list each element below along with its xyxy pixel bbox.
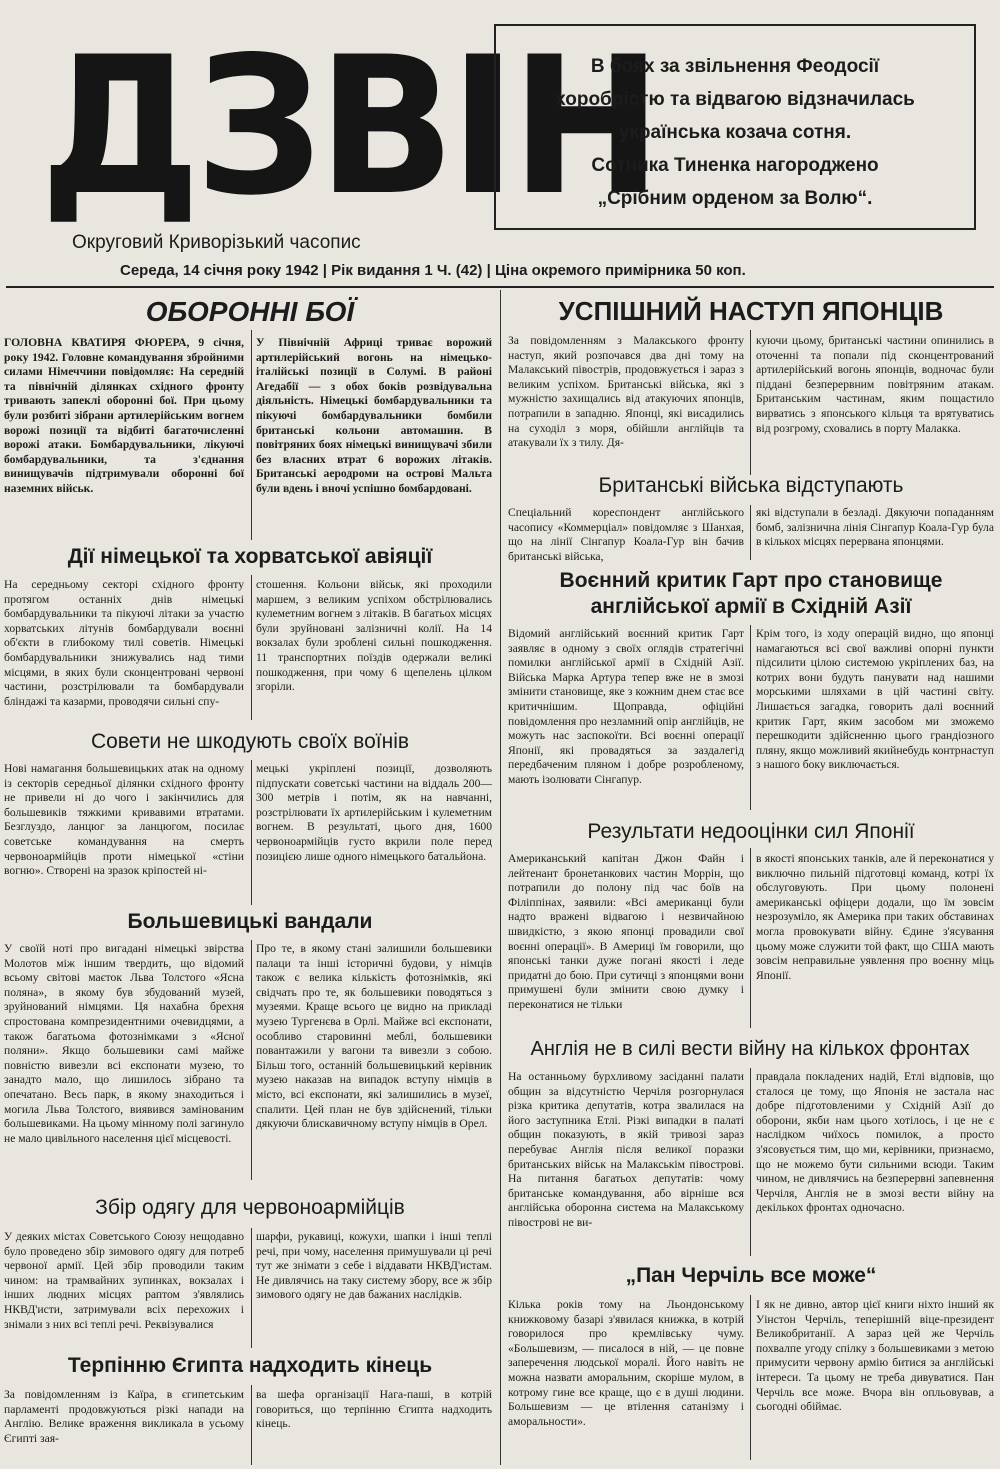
article-text: стошення. Кольони військ, які проходили маршем, з великим успіхом обстрілювались кулеметним вогнем з літаків. В багатьох місцях були зруйновані залізничні колії. На 14 вокзалах були зроблені сильні пошкодження. 11 транспортних поїздів одержали великі пошкодження, при чому 6 щепелень цілком згоріли. (256, 578, 492, 694)
column-divider (251, 1228, 252, 1348)
masthead-rule (6, 286, 994, 288)
article-text: І як не дивно, автор цієї книги ніхто інший як Уінстон Черчіль, теперішній віце-президент Великобританії. А зараз цей же Черчіль похвалпе угоду спілку з большевиками з метою примусити червону армію битися за англійські інтереси. Та цьому не треба дивуватися. Пан Черчіль все може. Вчора він опльовував, а сьогодні обіймає. (756, 1298, 994, 1414)
column-divider (251, 760, 252, 905)
article-text: За повідомленням із Каїра, в єгипетським парламенті продовжуються різкі напади на Англію. Велике враження викликала в усьому Єгипті зая- (4, 1388, 244, 1445)
column-divider (251, 1385, 252, 1465)
article-title: Англія не в силі вести війну на кількох фронтах (530, 1038, 970, 1060)
article-text: У своїй ноті про вигадані німецькі звірства Молотов між іншим твердить, що відомий всьому світові маєток Льва Толстого «Ясна поляна», в якому був збудований музей, зруйнований німцями. Ця нахабна брехня спростована компрезидентними очевидцями, а також багатьома фотознімками з «Ясної поляни». Якщо большевики самі майже повністю вивезли всі експонати музею, то занадто мало, що лишилось зібрано та опечатано. Весь парк, в якому знаходиться і могила Льва Толстого, виявився замінованим большевиками. На цьому мінному полі загинуло не мало цивільного населення цієї місцевості. (4, 942, 244, 1145)
article-title: Британські війська відступають (598, 474, 904, 497)
article-text: У деяких містах Советського Союзу нещодавно було проведено збір зимового одягу для потреб червоної армії. Цей збір проводили таким чином: на трамвайних зупинках, вокзалах і інших людних місцях раптом з'являлись НКВД'исти, затримували всіх перехожих і знімали з них всі теплі речі. Реквізувалися (4, 1230, 244, 1331)
article-text: За повідомленням з Малакського фронту наступ, який розпочався два дні тому на Малакський півострів, продовжується і зараз з великим успіхом. Британські війська, які з мужністю захищались від атакуючих японців, потрапили в западню. Японці, які висадились на суходіл з моря, обійшли англійців та атакували їх з тилу. Дя- (508, 334, 744, 450)
headline-line: хоробрістю та відвагою відзначилась (555, 89, 915, 110)
article-text: Американський капітан Джон Файн і лейтенант бронетанкових частин Моррін, що потрапили до полону під час боїв на Філіппінах, заявили: «Всі американці були надто вражені відвагою і незвичайною швидкістю, з якою японці провадили свої воєнні операції». В Америці їм говорили, що японські танки дуже погані якості і леде придатні до бою. При сутичці з японцями вони примушені були змінити свою думку і переконатися не тільки (508, 852, 744, 1011)
column-divider (750, 1068, 751, 1256)
article-title: Большевицькі вандали (127, 910, 373, 933)
article-title: Збір одягу для червоноармійців (95, 1196, 405, 1219)
article-text: На середньому секторі східного фронту протягом останніх днів німецькі бомбардувальники та пікуючі літаки за участю хорватських літунів бомбардували воєнні об'єкти в глибокому тилі советів. Німецькі бомбардувальники знижувались над тими місцями, в яких були сконцентровані червоні частини, розстрілювали та бомбардували бліндажі та казарми, проводячи сильні спу- (4, 578, 244, 708)
newspaper-subtitle: Округовий Криворізький часопис (72, 232, 361, 253)
article-text: ва шефа організації Нага-паші, в котрій говориться, що терпінню Єгипта надходить кінець. (256, 1388, 492, 1431)
column-divider (251, 575, 252, 720)
article-text: Спеціальний кореспондент англійського часопису «Коммерціал» повідомляє з Шанхая, що на лінії Сінгапур Коала-Гур він бачив британські війська, (508, 506, 744, 562)
article-title: Результати недооцінки сил Японії (587, 820, 915, 843)
article-title: ОБОРОННІ БОЇ (145, 296, 355, 327)
column-divider (750, 625, 751, 810)
article-title: „Пан Черчіль все може“ (625, 1264, 877, 1287)
article-text: Нові намагання большевицьких атак на одному із секторів середньої ділянки східного фронту не привели ні до чого і закінчились для большевиків тяжкими кривавими втратами. Безглуздо, ланцюг за ланцюгом, посилає советське командування на смерть червоноармійців проти німецької «стіни вогню». Створені на зразок кріпостей ні- (4, 762, 244, 878)
article-text: ГОЛОВНА КВАТИРЯ ФЮРЕРА, 9 січня, року 1942. Головне командування збройними силами Німеччини повідомляє: На середній та північній ділянках східного фронту тривають запеклі оборонні бої. При цьому були розбиті зібрани артилерійським вогнем ворожі позиції та відбиті багаточисленні ворожі атаки. Бомбардувальники, лікуючі бомбардувальники, та з'єднання винищувачів підтримували оборонні бої наземних військ. (4, 336, 244, 495)
front-headline-box (494, 24, 976, 230)
article-title: Терпінню Єгипта надходить кінець (67, 1354, 433, 1377)
article-text: куючи цьому, британські частини опинились в оточенні та попали під сконцентрований артилерійський вогонь японців, водночас були піддані безперервним повітряним атакам. Британським частинам, яким пощастило вирватись з японського кільця та врятуватись від розгрому, сховались в порту Малакка. (756, 334, 994, 435)
column-divider (750, 1295, 751, 1460)
article-text: які відступали в безладі. Дякуючи попаданням бомб, залізнична лінія Сінгапур Коала-Гур була в кількох місцях перервана японцями. (756, 506, 994, 549)
article-title: Дії німецької та хорватської авіяції (67, 545, 433, 568)
column-divider (251, 330, 252, 540)
headline-line: В боях за звільнення Феодосії (590, 56, 880, 77)
column-divider (500, 290, 501, 1465)
article-text: Кілька років тому на Льондонському книжковому базарі з'явилася книжка, в котрій говорилося про кремлівську чуму. «Большевизм, — писалося в ній, — це повне заперечення людської моралі. Його навіть не можна назвати аморальним, скоріше мулом, в котрому гине все краще, що є в душі людини. Большевизм — це втілення сатанізму і аморальности». (508, 1298, 744, 1428)
column-divider (750, 330, 751, 475)
column-divider (750, 848, 751, 1028)
article-text: Відомий англійський воєнний критик Гарт заявляє в одному з своїх оглядів стратегічні помилки англійської армії в Східній Азії. Війська Марка Артура тепер вже не в змозі змінити становище, яке з кожним днем стає все критичнішим. Щоправда, офіційні повідомлення про незламний опір англійців, не можуть нас заспокоїти. Всі воєнні операції Японії, які провадяться за заздалегід передбаченим пляном і добре розробленому, мають ізолювати Сінгапур. (508, 627, 744, 786)
article-text: Про те, в якому стані залишили большевики палаци та інші історичні будови, у німців також є велика кількість фотознімків, які свідчать про те, як большевики поводяться з музеями. Краще всього це видно на прикладі музею Тургенєва в Орлі. Майже всі експонати, особливо старовинні меблі, большевики повантажили у вагони та вивезли з собою. Більш того, останній большевицький керівник музею наказав на випадок вступу німців в місто, всі експонати, які залишились в музеї, спалити. Цей план не був здійснений, тільки дякуючи блискавичному вступу німців в Орел. (256, 942, 492, 1131)
article-text: У Північній Африці триває ворожий артилерійський вогонь на німецько-італійські позиції в Солумі. В районі Агедабії — з обох боків розвідувальна діяльність. Німецькі бомбардувальники та пікуючі бомбардувальники бомбили британські кольони автомашин. В повітряних боях німецькі винищувачі збили без власних втрат 6 ворожих літаків. Британські аеродроми на острові Мальта були вдень і вночі успішно бомбардовані. (256, 336, 492, 495)
article-text: в якості японських танків, але й переконатися у виключно пильній підготовці команд, котрі їх обслуговують. При цьому полонені американські офіцери додали, що їм зовсім незрозуміло, як Америка при таких обставинах могла провокувати війну. Єдине з'ясування цьому може служити той факт, що США мають зовсім неправильне уявлення про воєнну міць Японії. (756, 852, 994, 982)
headline-line: Сотника Тиненка нагороджено (591, 155, 879, 176)
article-title: УСПІШНИЙ НАСТУП ЯПОНЦІВ (558, 296, 944, 326)
column-divider (750, 505, 751, 560)
article-text: правдала покладених надій, Етлі відповів, що сталося це тому, що Японія не застала нас добре підготовленими у Східній Азії до оборони, якби нам цього хотілось, і це не є наслідком чиїхось помилок, а просто з'ясовується тим, що ми, керівники, признаємо, що не можемо бути сильними всюди. Таким чином, не дивлячись на безперервні запевнення Черчіля, Англія не в змозі вести війну на декількох фронтах одночасно. (756, 1070, 994, 1215)
article-text: Крім того, із ходу операцій видно, що японці намагаються всі свої важливі опорні пункти підсилити цілою системою укріплених баз, на котрих вони будуть панувати над нашими морськими шляхами в цій частині світу. Лишається загадка, говорить далі воєнний критик Гарт, яким засобом ми зможемо перешкодити здійсненню цього грандіозного пляну, якщо можливий якийнебудь контрнаступ з нашого боку виключається. (756, 627, 994, 772)
article-title: Воєнний критик Гарт про становище англійської армії в Східній Азії (559, 569, 943, 618)
headline-line: українська козача сотня. (618, 122, 852, 143)
headline-line: „Срібним орденом за Волю“. (597, 188, 873, 209)
article-text: шарфи, рукавиці, кожухи, шапки і інші теплі речі, при чому, населення примушували ці речі тут же знімати з себе і віддавати НКВД'истам. Не дивлячись на таку систему збору, все ж збір зимового одягу не дав бажаних наслідків. (256, 1230, 492, 1302)
article-text: На останньому бурхливому засіданні палати общин за відсутністю Черчіля розгорнулася різка критика депутатів, котра звалилася на його заступника Етлі. Різкі випадки в палаті общин показують, в якій тривозі зараз перебуває Англія після великої поразки британських військ на Малакськім півострові. На питання багатьох депутатів: чому британське командування, або вірніше вся англійська оборонна система на Малакському півострові не ви- (508, 1070, 744, 1229)
article-title: Совети не шкодують своїх воїнів (90, 730, 410, 753)
dateline: Середа, 14 січня року 1942 | Рік видання 1 Ч. (42) | Ціна окремого примірника 50 коп. (120, 262, 746, 279)
article-text: мецькі укріплені позиції, дозволяють підпускати советські частини на віддаль 200—300 метрів і потім, як на навчанні, розстрілювати їх артилерійським і кулеметним вогнем. В результаті, цього дня, 1600 червоноармійців густо вкрили поле перед позицією лише одного німецького батальйона. (256, 762, 492, 863)
column-divider (251, 940, 252, 1180)
newspaper-logo: ДЗВІН (40, 16, 657, 237)
